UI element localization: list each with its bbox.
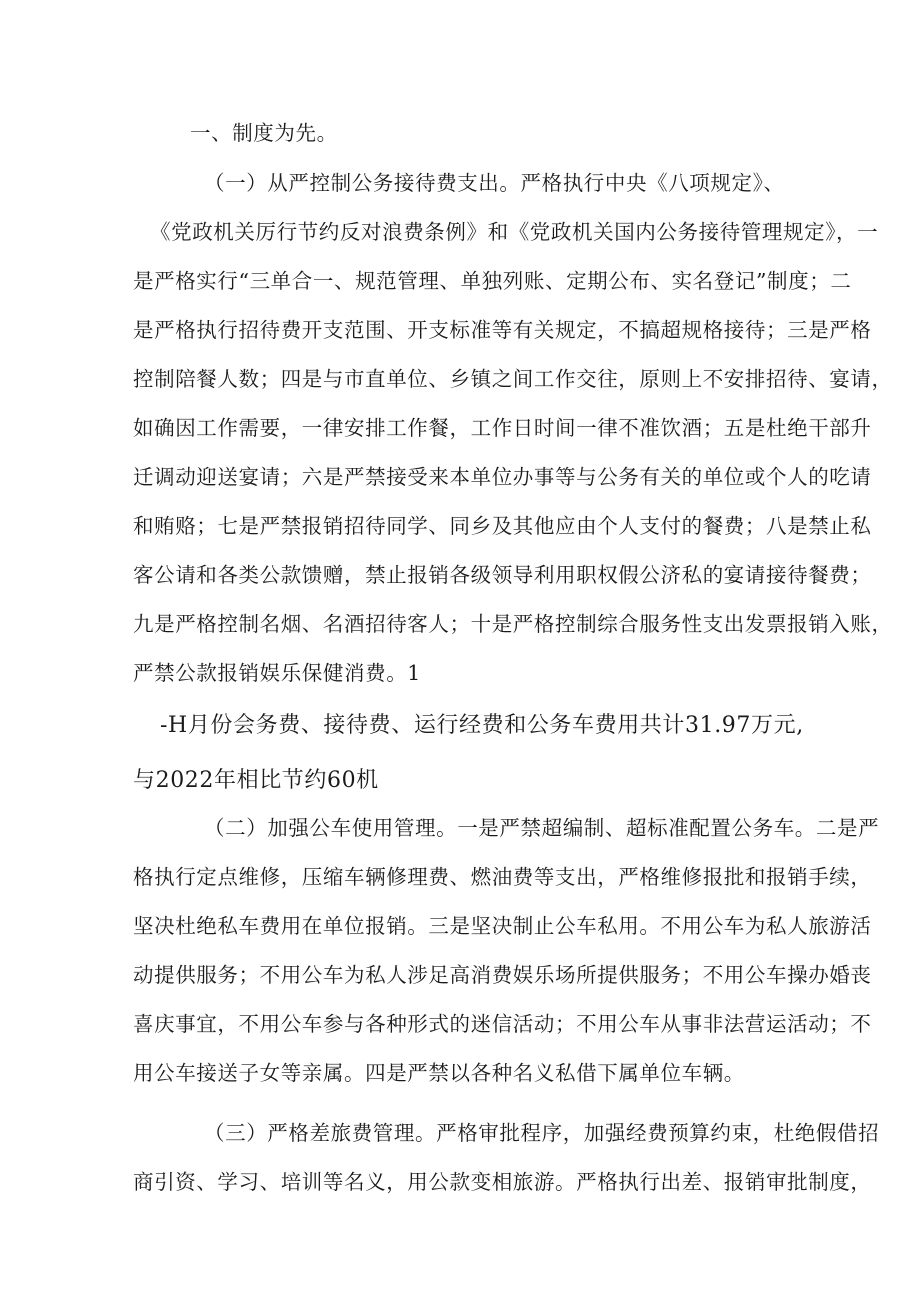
paragraph-line: （三）严格差旅费管理。严格审批程序，加强经费预算约束，杜绝假借招	[204, 1121, 880, 1145]
paragraph-line: 客公请和各类公款馈赠，禁止报销各级领导利用职权假公济私的宴请接待餐费；	[133, 563, 872, 587]
paragraph-line: 控制陪餐人数；四是与市直单位、乡镇之间工作交往，原则上不安排招待、宴请，	[133, 367, 893, 391]
paragraph-line: （二）加强公车使用管理。一是严禁超编制、超标准配置公务车。二是严	[204, 816, 880, 840]
paragraph-line: 动提供服务；不用公车为私人涉足高消费娱乐场所提供服务；不用公车操办婚丧	[133, 963, 872, 987]
paragraph-line: 和贿赂；七是严禁报销招待同学、同乡及其他应由个人支付的餐费；八是禁止私	[133, 514, 872, 538]
paragraph-line: 如确因工作需要，一律安排工作餐，工作日时间一律不准饮酒；五是杜绝干部升	[133, 416, 872, 440]
section-heading: 一、制度为先。	[190, 121, 338, 145]
paragraph-line: 坚决杜绝私车费用在单位报销。三是坚决制止公车私用。不用公车为私人旅游活	[133, 914, 872, 938]
paragraph-line: 是严格实行“三单合一、规范管理、单独列账、定期公布、实名登记”制度；二	[133, 269, 852, 293]
paragraph-line: 《党政机关厉行节约反对浪费条例》和《党政机关国内公务接待管理规定》，一	[150, 220, 879, 244]
paragraph-line: 九是严格控制名烟、名酒招待客人；十是严格控制综合服务性支出发票报销入账，	[133, 612, 893, 636]
paragraph-line: 格执行定点维修，压缩车辆修理费、燃油费等支出，严格维修报批和报销手续，	[133, 865, 872, 889]
statistics-note-continued: 与2022年相比节约60机	[133, 768, 379, 793]
paragraph-line: 迁调动迎送宴请；六是严禁接受来本单位办事等与公务有关的单位或个人的吃请	[133, 465, 872, 489]
paragraph-line: 是严格执行招待费开支范围、开支标准等有关规定，不搞超规格接待；三是严格	[133, 318, 872, 342]
paragraph-line: 用公车接送子女等亲属。四是严禁以各种名义私借下属单位车辆。	[133, 1061, 745, 1085]
statistics-note: -H月份会务费、接待费、运行经费和公务车费用共计31.97万元,	[160, 713, 804, 738]
paragraph-line: （一）从严控制公务接待费支出。严格执行中央《八项规定》、	[204, 171, 785, 195]
paragraph-line: 商引资、学习、培训等名义，用公款变相旅游。严格执行出差、报销审批制度，	[133, 1170, 872, 1194]
paragraph-line: 严禁公款报销娱乐保健消费。1	[133, 661, 421, 685]
paragraph-line: 喜庆事宜，不用公车参与各种形式的迷信活动；不用公车从事非法营运活动；不	[133, 1012, 872, 1036]
